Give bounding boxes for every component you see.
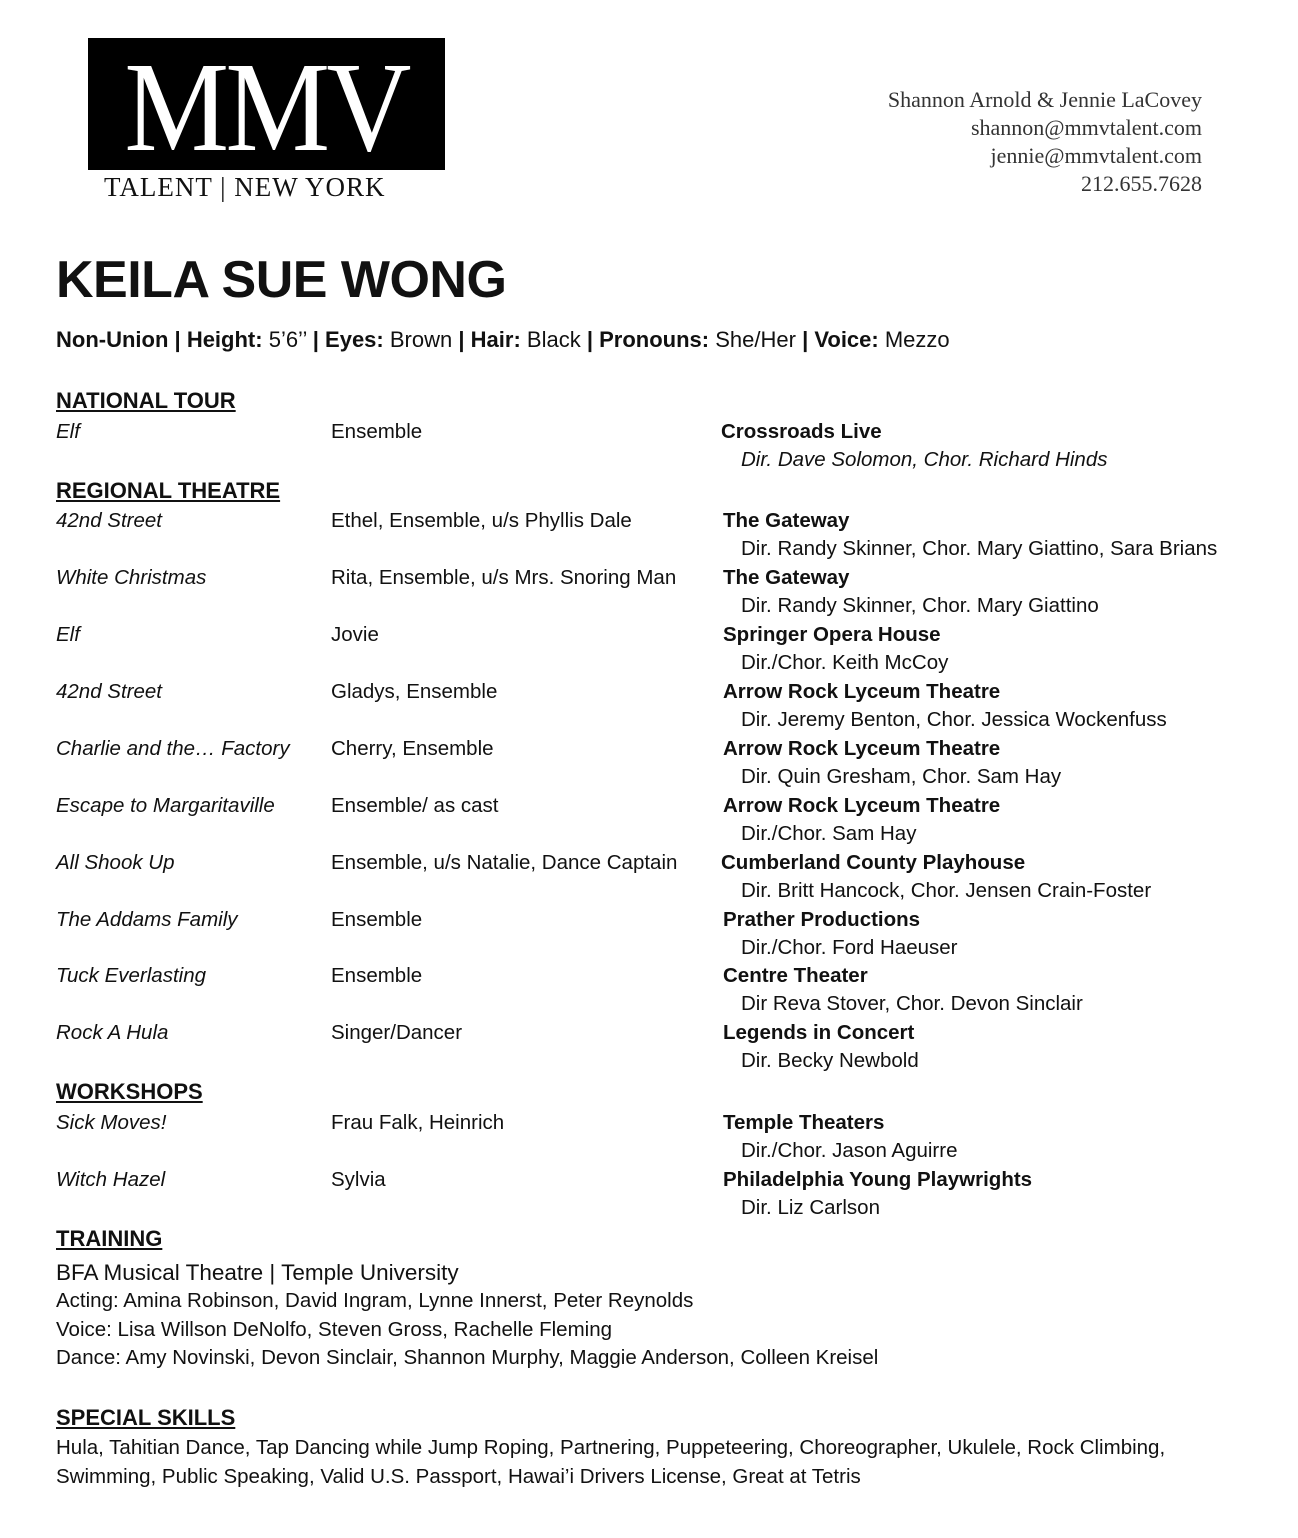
- eyes-value: Brown: [389, 327, 453, 352]
- credit-role: Frau Falk, Heinrich: [331, 1111, 505, 1134]
- credit-venue: Arrow Rock Lyceum Theatre: [723, 794, 1001, 817]
- training-block: [56, 1258, 878, 1373]
- credit-role: Ensemble, u/s Natalie, Dance Captain: [331, 851, 678, 874]
- performer-stats: [56, 326, 950, 354]
- section-workshops: WORKSHOPS: [56, 1079, 203, 1104]
- pronouns-value: She/Her: [715, 327, 796, 352]
- credit-show: Elf: [56, 623, 80, 646]
- credit-venue: Arrow Rock Lyceum Theatre: [723, 737, 1001, 760]
- credit-director: Dir Reva Stover, Chor. Devon Sinclair: [741, 992, 1083, 1015]
- section-national-tour: NATIONAL TOUR: [56, 388, 236, 413]
- agent-email-jennie[interactable]: jennie@mmvtalent.com: [990, 143, 1202, 168]
- pronouns-label: Pronouns:: [599, 327, 710, 352]
- credit-director: Dir. Dave Solomon, Chor. Richard Hinds: [741, 448, 1108, 471]
- logo-subtitle: TALENT | NEW YORK: [104, 172, 386, 202]
- credit-venue: Crossroads Live: [721, 420, 882, 443]
- credit-row: [0, 849, 1298, 906]
- separator: |: [586, 327, 593, 352]
- credit-director: Dir. Randy Skinner, Chor. Mary Giattino, Sara Brians: [741, 537, 1218, 560]
- credit-director: Dir./Chor. Ford Haeuser: [741, 936, 958, 959]
- skills-line: Swimming, Public Speaking, Valid U.S. Passport, Hawai’i Drivers License, Great at Tetris: [56, 1464, 861, 1488]
- credit-row: [0, 564, 1298, 621]
- logo-mark: MMV: [124, 36, 409, 178]
- credit-row: [0, 678, 1298, 735]
- credit-show: The Addams Family: [56, 908, 238, 931]
- credit-row: [0, 1166, 1298, 1223]
- voice-value: Mezzo: [884, 327, 950, 352]
- training-dance: Dance: Amy Novinski, Devon Sinclair, Shannon Murphy, Maggie Anderson, Colleen Kreisel: [56, 1346, 879, 1369]
- credit-show: Witch Hazel: [56, 1168, 166, 1191]
- credit-director: Dir./Chor. Keith McCoy: [741, 651, 949, 674]
- credit-venue: Prather Productions: [723, 908, 921, 931]
- credit-role: Gladys, Ensemble: [331, 680, 498, 703]
- credit-row: [0, 418, 1298, 475]
- credit-role: Ensemble: [331, 964, 423, 987]
- skills-list: [56, 1434, 1256, 1491]
- credit-venue: Temple Theaters: [723, 1111, 885, 1134]
- credit-venue: Springer Opera House: [723, 623, 941, 646]
- credit-role: Ethel, Ensemble, u/s Phyllis Dale: [331, 509, 632, 532]
- credit-row: [0, 906, 1298, 963]
- training-school: BFA Musical Theatre | Temple University: [56, 1260, 459, 1285]
- separator: |: [312, 327, 319, 352]
- credit-row: [0, 792, 1298, 849]
- section-training: TRAINING: [56, 1226, 163, 1251]
- section-special-skills: SPECIAL SKILLS: [56, 1405, 236, 1430]
- credit-venue: Legends in Concert: [723, 1021, 915, 1044]
- agent-email-shannon[interactable]: shannon@mmvtalent.com: [970, 115, 1202, 140]
- credit-show: White Christmas: [56, 566, 207, 589]
- credit-director: Dir. Liz Carlson: [741, 1196, 880, 1219]
- credit-director: Dir. Becky Newbold: [741, 1049, 919, 1072]
- hair-value: Black: [526, 327, 581, 352]
- agent-phone[interactable]: 212.655.7628: [1081, 171, 1202, 196]
- credit-show: Elf: [56, 420, 80, 443]
- credit-venue: The Gateway: [723, 566, 850, 589]
- section-regional-theatre: REGIONAL THEATRE: [56, 478, 281, 503]
- credit-director: Dir./Chor. Jason Aguirre: [741, 1139, 958, 1162]
- credit-venue: Centre Theater: [723, 964, 868, 987]
- training-voice: Voice: Lisa Willson DeNolfo, Steven Gross, Rachelle Fleming: [56, 1317, 613, 1341]
- credit-director: Dir. Randy Skinner, Chor. Mary Giattino: [741, 594, 1099, 617]
- credit-role: Ensemble: [331, 908, 423, 931]
- agent-names: Shannon Arnold & Jennie LaCovey: [887, 87, 1202, 112]
- credit-show: Escape to Margaritaville: [56, 794, 275, 817]
- hair-label: Hair:: [470, 327, 521, 352]
- credit-role: Rita, Ensemble, u/s Mrs. Snoring Man: [331, 566, 677, 589]
- credit-row: [0, 735, 1298, 792]
- credit-role: Singer/Dancer: [331, 1021, 463, 1044]
- credit-show: Charlie and the… Factory: [56, 737, 290, 760]
- performer-name: KEILA SUE WONG: [56, 251, 507, 309]
- agency-logo: [88, 36, 445, 178]
- credit-show: All Shook Up: [56, 851, 175, 874]
- height-label: Height:: [186, 327, 263, 352]
- credit-row: [0, 1019, 1298, 1076]
- credit-role: Jovie: [331, 623, 379, 646]
- separator: |: [458, 327, 465, 352]
- voice-label: Voice:: [814, 327, 879, 352]
- credit-director: Dir. Quin Gresham, Chor. Sam Hay: [741, 765, 1062, 788]
- credit-show: 42nd Street: [56, 509, 162, 532]
- credit-role: Sylvia: [331, 1168, 386, 1191]
- credit-venue: The Gateway: [723, 509, 850, 532]
- credit-show: Rock A Hula: [56, 1021, 169, 1044]
- eyes-label: Eyes:: [325, 327, 384, 352]
- separator: |: [174, 327, 181, 352]
- credit-role: Ensemble: [331, 420, 423, 443]
- credit-venue: Philadelphia Young Playwrights: [723, 1168, 1033, 1191]
- credit-row: [0, 621, 1298, 678]
- credit-row: [0, 1109, 1298, 1166]
- credit-director: Dir./Chor. Sam Hay: [741, 822, 917, 845]
- union-status: Non-Union: [56, 327, 169, 352]
- credit-show: Tuck Everlasting: [56, 964, 207, 987]
- agency-contact: [888, 86, 1202, 198]
- credit-role: Ensemble/ as cast: [331, 794, 499, 817]
- credit-show: 42nd Street: [56, 680, 162, 703]
- credit-show: Sick Moves!: [56, 1111, 167, 1134]
- credit-role: Cherry, Ensemble: [331, 737, 494, 760]
- credit-director: Dir. Britt Hancock, Chor. Jensen Crain-Foster: [741, 879, 1152, 902]
- training-acting: Acting: Amina Robinson, David Ingram, Lynne Innerst, Peter Reynolds: [56, 1289, 694, 1312]
- credit-venue: Arrow Rock Lyceum Theatre: [723, 680, 1001, 703]
- height-value: 5’6’’: [268, 327, 307, 352]
- separator: |: [802, 327, 809, 352]
- credit-venue: Cumberland County Playhouse: [721, 851, 1026, 874]
- credit-director: Dir. Jeremy Benton, Chor. Jessica Wockenfuss: [741, 708, 1167, 731]
- credit-row: [0, 507, 1298, 564]
- credit-row: [0, 962, 1298, 1019]
- skills-line: Hula, Tahitian Dance, Tap Dancing while Jump Roping, Partnering, Puppeteering, Choreographer, Ukulele, Rock Climbing,: [56, 1436, 1166, 1459]
